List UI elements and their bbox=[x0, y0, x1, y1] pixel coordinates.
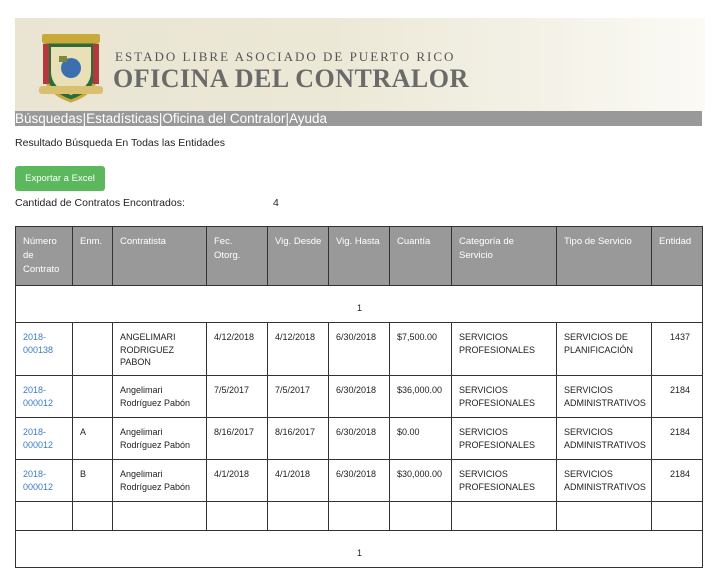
table-cell: SERVICIOS ADMINISTRATIVOS bbox=[557, 460, 652, 502]
nav-separator: | bbox=[158, 111, 163, 126]
contract-number-link[interactable]: 2018-000012 bbox=[23, 427, 54, 450]
column-header[interactable]: Cuantía bbox=[390, 227, 452, 286]
table-cell: $7,500.00 bbox=[390, 323, 452, 376]
banner-subtitle: ESTADO LIBRE ASOCIADO DE PUERTO RICO bbox=[115, 49, 456, 64]
column-header[interactable]: Vig. Hasta bbox=[329, 227, 390, 286]
contract-number-link[interactable]: 2018-000012 bbox=[23, 385, 54, 408]
table-cell: 1437 bbox=[652, 323, 703, 376]
table-cell: SERVICIOS DE PLANIFICACIÓN bbox=[557, 323, 652, 376]
banner-title: OFICINA DEL CONTRALOR bbox=[113, 64, 469, 93]
table-cell: 2184 bbox=[652, 460, 703, 502]
table-cell: 7/5/2017 bbox=[207, 376, 268, 418]
column-header[interactable]: Número de Contrato bbox=[16, 227, 73, 286]
table-cell: 2184 bbox=[652, 376, 703, 418]
puerto-rico-seal-icon bbox=[37, 28, 105, 104]
table-cell: A bbox=[73, 418, 113, 460]
table-cell: Angelimari Rodríguez Pabón bbox=[113, 418, 207, 460]
table-cell: 6/30/2018 bbox=[329, 418, 390, 460]
table-cell: SERVICIOS PROFESIONALES bbox=[452, 460, 557, 502]
nav-ayuda[interactable]: Ayuda bbox=[288, 111, 327, 126]
table-cell: 4/12/2018 bbox=[207, 323, 268, 376]
table-row bbox=[16, 323, 703, 376]
table-cell: ANGELIMARI RODRIGUEZ PABON bbox=[113, 323, 207, 376]
table-cell: 4/1/2018 bbox=[207, 460, 268, 502]
contract-count-label: Cantidad de Contratos Encontrados: bbox=[15, 197, 185, 209]
table-row bbox=[16, 418, 703, 460]
table-row bbox=[16, 376, 703, 418]
column-header[interactable]: Tipo de Servicio bbox=[557, 227, 652, 286]
table-cell bbox=[73, 376, 113, 418]
table-cell: 2184 bbox=[652, 418, 703, 460]
table-header-row bbox=[16, 227, 703, 286]
column-header[interactable]: Entidad bbox=[652, 227, 703, 286]
contracts-table bbox=[15, 226, 703, 568]
table-cell: 4/1/2018 bbox=[268, 460, 329, 502]
table-cell: 6/30/2018 bbox=[329, 323, 390, 376]
column-header[interactable]: Categoría de Servicio bbox=[452, 227, 557, 286]
nav-busquedas[interactable]: Búsquedas bbox=[15, 111, 83, 126]
table-cell: 6/30/2018 bbox=[329, 376, 390, 418]
nav-separator: | bbox=[285, 111, 289, 126]
table-cell bbox=[73, 323, 113, 376]
table-cell: 7/5/2017 bbox=[268, 376, 329, 418]
export-excel-button[interactable]: Exportar a Excel bbox=[15, 166, 105, 191]
column-header[interactable]: Vig. Desde bbox=[268, 227, 329, 286]
page-link[interactable]: 1 bbox=[356, 547, 362, 558]
nav-oficina-del-contralor[interactable]: Oficina del Contralor bbox=[162, 111, 286, 126]
table-cell: SERVICIOS ADMINISTRATIVOS bbox=[557, 376, 652, 418]
table-cell: 4/12/2018 bbox=[268, 323, 329, 376]
table-cell: $30,000.00 bbox=[390, 460, 452, 502]
contract-number-link[interactable]: 2018-000012 bbox=[23, 469, 54, 492]
header-banner bbox=[15, 18, 705, 111]
result-title: Resultado Búsqueda En Todas las Entidades bbox=[15, 137, 225, 149]
nav-estadisticas[interactable]: Estadísticas bbox=[86, 111, 159, 126]
top-nav bbox=[15, 111, 702, 126]
page-link[interactable]: 1 bbox=[356, 302, 362, 313]
pager-top bbox=[16, 286, 703, 323]
table-cell: Angelimari Rodríguez Pabón bbox=[113, 376, 207, 418]
contract-count-value: 4 bbox=[273, 197, 279, 209]
contracts-table-wrapper bbox=[15, 226, 702, 568]
table-cell: B bbox=[73, 460, 113, 502]
column-header[interactable]: Enm. bbox=[73, 227, 113, 286]
table-cell: SERVICIOS PROFESIONALES bbox=[452, 323, 557, 376]
table-cell: 8/16/2017 bbox=[268, 418, 329, 460]
table-cell: $0.00 bbox=[390, 418, 452, 460]
table-row-empty bbox=[16, 502, 703, 531]
table-cell: 6/30/2018 bbox=[329, 460, 390, 502]
column-header[interactable]: Contratista bbox=[113, 227, 207, 286]
nav-separator: | bbox=[82, 111, 87, 126]
column-header[interactable]: Fec. Otorg. bbox=[207, 227, 268, 286]
pager-bottom bbox=[16, 531, 703, 568]
table-cell: SERVICIOS PROFESIONALES bbox=[452, 376, 557, 418]
contract-number-link[interactable]: 2018-000138 bbox=[23, 332, 54, 355]
table-cell: 8/16/2017 bbox=[207, 418, 268, 460]
table-cell: SERVICIOS ADMINISTRATIVOS bbox=[557, 418, 652, 460]
table-cell: SERVICIOS PROFESIONALES bbox=[452, 418, 557, 460]
table-row bbox=[16, 460, 703, 502]
table-cell: Angelimari Rodríguez Pabón bbox=[113, 460, 207, 502]
table-cell: $36,000.00 bbox=[390, 376, 452, 418]
